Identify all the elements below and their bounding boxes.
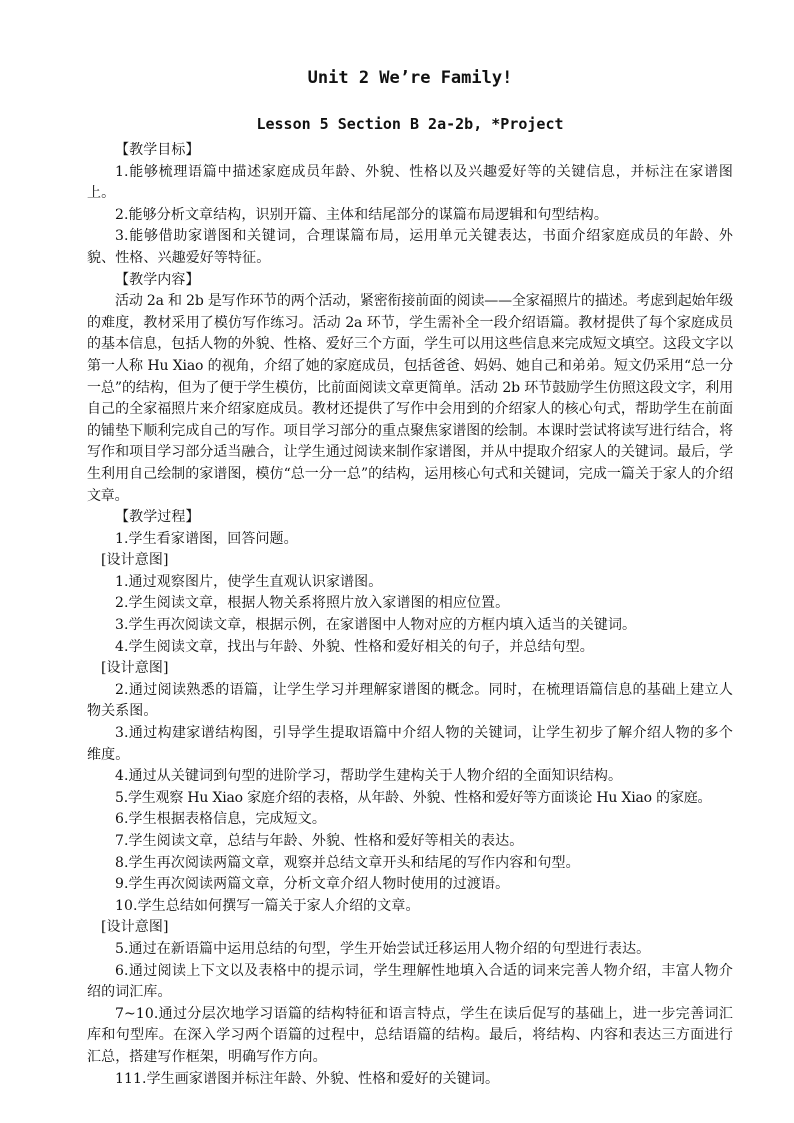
section-heading-content: 【教学内容】: [115, 271, 200, 288]
process-item: 3.学生再次阅读文章，根据示例，在家谱图中人物对应的方框内填入适当的关键词。: [115, 617, 637, 634]
process-item: 4.学生阅读文章，找出与年龄、外貌、性格和爱好相关的句子，并总结句型。: [115, 638, 594, 655]
section-heading-objectives: 【教学目标】: [115, 142, 200, 158]
design-intent-item: 7~10.通过分层次地学习语篇的结构特征和语言特点，学生在读后促写的基础上，进一步完善词汇库和句型库。在深入学习两个语篇的过程中，总结语篇的结构。最后，将结构、内容和表达三方面进行汇总，搭建写作框架，明确写作方向。: [87, 1005, 733, 1065]
document-title: Unit 2 We’re Family!: [307, 68, 513, 88]
objective-item: 3.能够借助家谱图和关键词，合理谋篇布局，运用单元关键表达，书面介绍家庭成员的年龄、外貌、性格、兴趣爱好等特征。: [87, 228, 733, 266]
document-page: [87, 66, 733, 1090]
process-item: 5.学生观察 Hu Xiao 家庭介绍的表格，从年龄、外貌、性格和爱好等方面谈论 Hu Xiao 的家庭。: [115, 789, 712, 806]
process-item: 1.通过观察图片，使学生直观认识家谱图。: [115, 573, 383, 590]
process-item: 10.学生总结如何撰写一篇关于家人介绍的文章。: [115, 897, 420, 914]
design-intent-item: 6.通过阅读上下文以及表格中的提示词，学生理解性地填入合适的词来完善人物介绍，丰富人物介绍的词汇库。: [87, 962, 733, 1001]
objective-item: 1.能够梳理语篇中描述家庭成员年龄、外貌、性格以及兴趣爱好等的关键信息，并标注在家谱图上。: [87, 163, 733, 202]
content-paragraph: 活动 2a 和 2b 是写作环节的两个活动，紧密衔接前面的阅读——全家福照片的描述。考虑到起始年级的难度，教材采用了模仿写作练习。活动 2a 环节，学生需补全一段介绍语篇。教材提供了每个家庭成员的基本信息，包括人物的外貌、性格、爱好三个方面，学生可以用这些信息来完成短文填空。这段文字以第一人称 Hu Xiao 的视角，介绍了她的家庭成员，包括爸爸、妈妈、她自己和弟弟。短文仍采用“总一分一总”的结构，但为了便于学生模仿，比前面阅读文章更简单。活动 2b 环节鼓励学生仿照这段文字，利用自己的全家福照片来介绍家庭成员。教材还提供了写作中会用到的介绍家人的核心句式，帮助学生在前面的铺垫下顺利完成自己的写作。项目学习部分的重点聚焦家谱图的绘制。本课时尝试将读写进行结合，将写作和项目学习部分适当融合，让学生通过阅读来制作家谱图，并从中提取介绍家人的关键词。最后，学生利用自己绘制的家谱图，模仿“总一分一总”的结构，运用核心句式和关键词，完成一篇关于家人的介绍文章。: [87, 293, 733, 504]
process-item: 6.学生根据表格信息，完成短文。: [115, 811, 326, 828]
design-intent-item: 3.通过构建家谱结构图，引导学生提取语篇中介绍人物的关键词，让学生初步了解介绍人物的多个维度。: [87, 725, 733, 763]
process-item: 111.学生画家谱图并标注年龄、外貌、性格和爱好的关键词。: [115, 1070, 500, 1087]
section-heading-process: 【教学过程】: [115, 509, 200, 526]
design-intent-item: 5.通过在新语篇中运用总结的句型，学生开始尝试迁移运用人物介绍的句型进行表达。: [115, 940, 651, 957]
design-intent-label: [设计意图]: [101, 552, 169, 569]
design-intent-label: [设计意图]: [101, 660, 169, 677]
design-intent-label: [设计意图]: [101, 919, 169, 936]
design-intent-item: 2.通过阅读熟悉的语篇，让学生学习并理解家谱图的概念。同时，在梳理语篇信息的基础上建立人物关系图。: [87, 681, 733, 720]
design-intent-item: 4.通过从关键词到句型的进阶学习，帮助学生建构关于人物介绍的全面知识结构。: [115, 768, 623, 785]
process-item: 7.学生阅读文章，总结与年龄、外貌、性格和爱好等相关的表达。: [115, 833, 524, 849]
process-item: 2.学生阅读文章，根据人物关系将照片放入家谱图的相应位置。: [115, 595, 510, 612]
process-item: 1.学生看家谱图，回答问题。: [115, 530, 298, 547]
process-item: 8.学生再次阅读两篇文章，观察并总结文章开头和结尾的写作内容和句型。: [115, 854, 580, 871]
document-subtitle: Lesson 5 Section B 2a-2b, *Project: [256, 115, 564, 133]
objective-item: 2.能够分析文章结构，识别开篇、主体和结尾部分的谋篇布局逻辑和句型结构。: [115, 206, 608, 223]
process-item: 9.学生再次阅读两篇文章，分析文章介绍人物时使用的过渡语。: [115, 876, 510, 893]
